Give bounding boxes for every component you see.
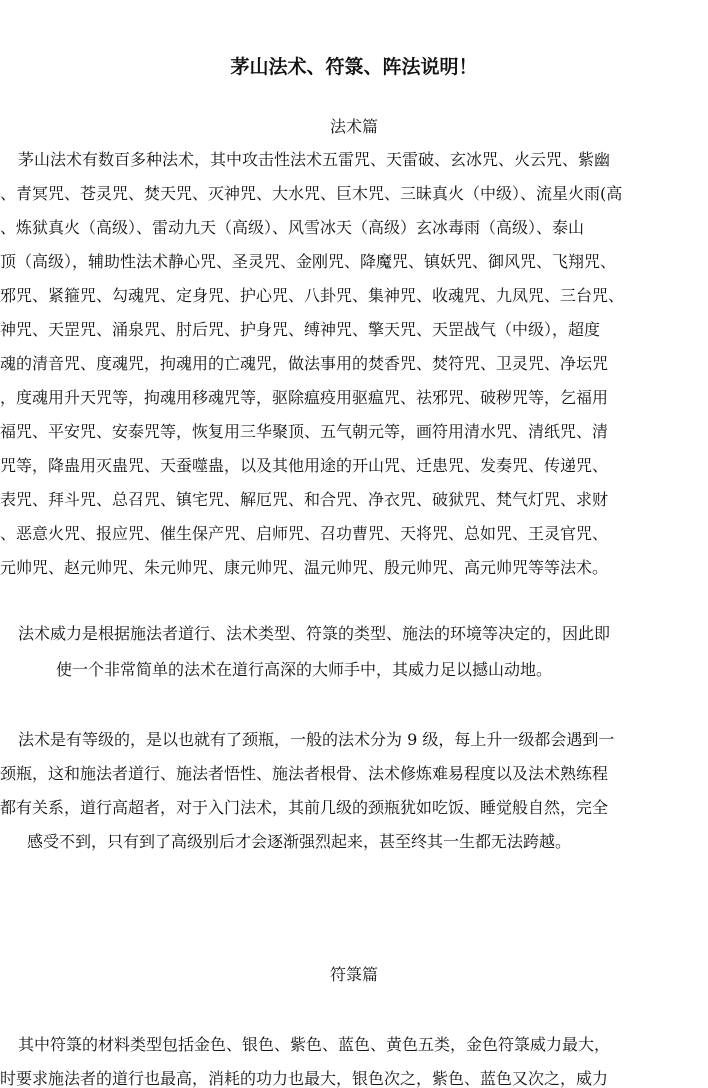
paragraph-line: 、恶意火咒、报应咒、催生保产咒、启师咒、召功曹咒、天将咒、总如咒、王灵官咒、 — [0, 524, 609, 543]
section-heading-talismans: 符箓篇 — [329, 965, 378, 984]
paragraph-line: 茅山法术有数百多种法术，其中攻击性法术五雷咒、天雷破、玄冰咒、火云咒、紫幽 — [18, 150, 611, 169]
paragraph-line: 感受不到，只有到了高级别后才会逐渐强烈起来，甚至终其一生都无法跨越。 — [27, 832, 572, 851]
document-title: 茅山法术、符箓、阵法说明！ — [230, 56, 478, 78]
paragraph-line: 福咒、平安咒、安泰咒等，恢复用三华聚顶、五气朝元等，画符用清水咒、清纸咒、清 — [0, 422, 609, 441]
paragraph-line: ，度魂用升天咒等，拘魂用移魂咒等，驱除瘟疫用驱瘟咒、祛邪咒、破秽咒等，乞福用 — [0, 388, 609, 407]
paragraph-line: 法术是有等级的，是以也就有了颈瓶，一般的法术分为 9 级，每上升一级都会遇到一 — [18, 730, 615, 749]
paragraph-line: 邪咒、紧箍咒、勾魂咒、定身咒、护心咒、八卦咒、集神咒、收魂咒、九凤咒、三台咒、 — [0, 286, 625, 305]
paragraph-line: 、炼狱真火（高级）、雷动九天（高级）、风雪冰天（高级）玄冰毒雨（高级）、泰山 — [0, 218, 585, 237]
paragraph-line: 咒等，降蛊用灭蛊咒、天蚕噬蛊，以及其他用途的开山咒、迁患咒、发奏咒、传递咒、 — [0, 456, 609, 475]
paragraph-line: 表咒、拜斗咒、总召咒、镇宅咒、解厄咒、和合咒、净衣咒、破狱咒、梵气灯咒、求财 — [0, 490, 609, 509]
paragraph-line: 神咒、天罡咒、涌泉咒、肘后咒、护身咒、缚神咒、擎天咒、天罡战气（中级），超度 — [0, 320, 601, 339]
paragraph-line: 顶（高级），辅助性法术静心咒、圣灵咒、金刚咒、降魔咒、镇妖咒、御风咒、飞翔咒、 — [0, 252, 617, 271]
section-heading-spells: 法术篇 — [329, 117, 378, 136]
paragraph-line: 使一个非常简单的法术在道行高深的大师手中，其威力足以撼山动地。 — [56, 660, 553, 679]
paragraph-line: 颈瓶，这和施法者道行、施法者悟性、施法者根骨、法术修炼难易程度以及法术熟练程 — [0, 764, 609, 783]
paragraph-line: 元帅咒、赵元帅咒、朱元帅咒、康元帅咒、温元帅咒、殷元帅咒、高元帅咒等等法术。 — [0, 558, 609, 577]
paragraph-line: 、青冥咒、苍灵咒、焚天咒、灭神咒、大水咒、巨木咒、三昧真火（中级）、流星火雨(高 — [0, 184, 623, 203]
paragraph-line: 魂的清音咒、度魂咒，拘魂用的亡魂咒，做法事用的焚香咒、焚符咒、卫灵咒、净坛咒 — [0, 354, 609, 373]
paragraph-line: 时要求施法者的道行也最高，消耗的功力也最大，银色次之，紫色、蓝色又次之，威力 — [0, 1069, 609, 1088]
paragraph-line: 其中符箓的材料类型包括金色、银色、紫色、蓝色、黄色五类，金色符箓威力最大， — [18, 1035, 611, 1054]
paragraph-line: 都有关系，道行高超者，对于入门法术，其前几级的颈瓶犹如吃饭、睡觉般自然，完全 — [0, 798, 609, 817]
paragraph-line: 法术威力是根据施法者道行、法术类型、符箓的类型、施法的环境等决定的，因此即 — [18, 624, 611, 643]
